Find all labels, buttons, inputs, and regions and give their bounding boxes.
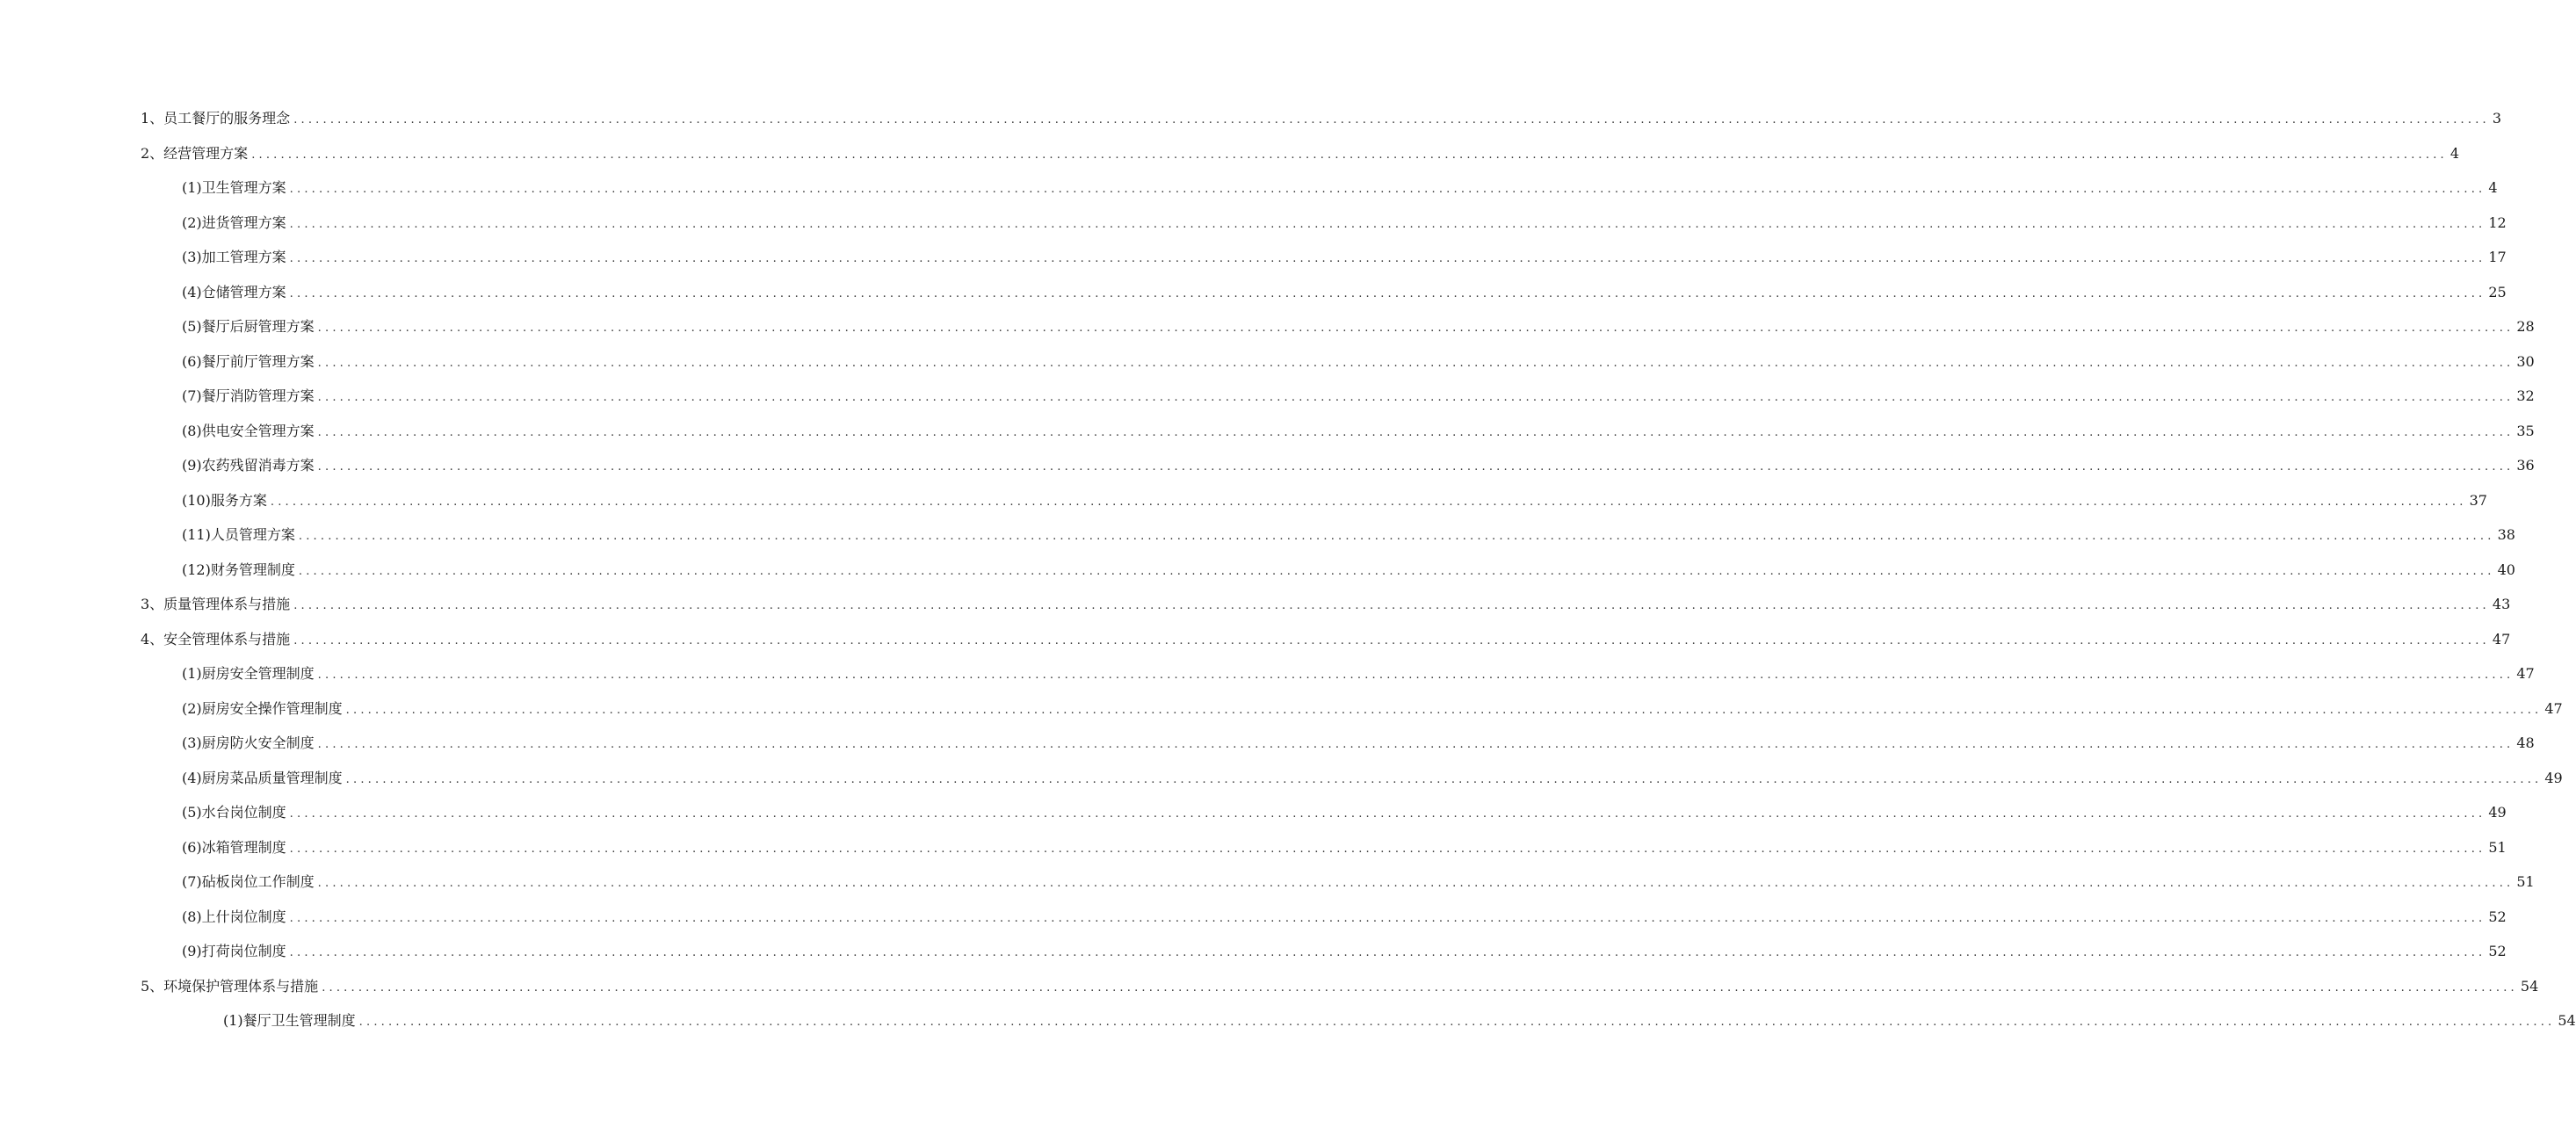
toc-dot-leader: ............................................................................................................................................................................................................................................................................................................ bbox=[289, 911, 2486, 925]
toc-entry-page-number: 3 bbox=[2492, 110, 2502, 127]
toc-entry[interactable] bbox=[182, 800, 2507, 825]
toc-entry[interactable] bbox=[182, 731, 2535, 756]
toc-entry[interactable] bbox=[182, 315, 2535, 339]
toc-dot-leader: ............................................................................................................................................................................................................................................................................................................ bbox=[317, 460, 2514, 474]
toc-dot-leader: ............................................................................................................................................................................................................................................................................................................ bbox=[345, 703, 2543, 717]
toc-dot-leader: ............................................................................................................................................................................................................................................................................................................ bbox=[289, 946, 2486, 959]
toc-entry-title: (3)厨房防火安全制度 bbox=[182, 734, 315, 751]
toc-dot-leader: ............................................................................................................................................................................................................................................................................................................ bbox=[289, 286, 2486, 300]
toc-dot-leader: ............................................................................................................................................................................................................................................................................................................ bbox=[317, 425, 2514, 439]
toc-entry-title: (5)餐厅后厨管理方案 bbox=[182, 318, 315, 335]
toc-entry[interactable] bbox=[182, 245, 2507, 270]
toc-entry-title: 2、经营管理方案 bbox=[141, 144, 249, 162]
toc-entry-title: (9)农药残留消毒方案 bbox=[182, 457, 315, 474]
toc-entry-page-number: 54 bbox=[2558, 1012, 2576, 1029]
toc-entry[interactable] bbox=[182, 939, 2507, 964]
toc-entry[interactable] bbox=[182, 280, 2507, 305]
toc-entry[interactable] bbox=[182, 523, 2515, 547]
toc-entry-title: 3、质量管理体系与措施 bbox=[141, 596, 291, 612]
toc-entry[interactable] bbox=[141, 627, 2511, 652]
toc-entry-title: (1)餐厅卫生管理制度 bbox=[223, 1012, 356, 1029]
toc-dot-leader: ............................................................................................................................................................................................................................................................................................................ bbox=[317, 669, 2514, 682]
toc-entry-page-number: 49 bbox=[2544, 769, 2563, 786]
toc-entry-page-number: 48 bbox=[2516, 734, 2535, 751]
toc-dot-leader: ............................................................................................................................................................................................................................................................................................................ bbox=[298, 530, 2495, 543]
toc-dot-leader: ............................................................................................................................................................................................................................................................................................................ bbox=[251, 148, 2448, 162]
toc-entry-page-number: 35 bbox=[2516, 422, 2535, 439]
toc-dot-leader: ............................................................................................................................................................................................................................................................................................................ bbox=[298, 564, 2495, 578]
toc-entry-title: (5)水台岗位制度 bbox=[182, 804, 286, 821]
toc-entry[interactable] bbox=[223, 1009, 2576, 1033]
toc-entry-title: (9)打荷岗位制度 bbox=[182, 943, 286, 959]
toc-entry-page-number: 32 bbox=[2516, 387, 2535, 404]
toc-entry[interactable] bbox=[182, 870, 2535, 894]
toc-entry[interactable] bbox=[182, 211, 2507, 235]
toc-entry[interactable] bbox=[182, 697, 2563, 721]
toc-entry-title: (8)供电安全管理方案 bbox=[182, 422, 315, 439]
toc-dot-leader: ............................................................................................................................................................................................................................................................................................................ bbox=[293, 113, 2490, 127]
toc-entry-title: (11)人员管理方案 bbox=[182, 526, 295, 543]
toc-entry-page-number: 25 bbox=[2488, 283, 2507, 300]
toc-entry[interactable] bbox=[182, 836, 2507, 860]
toc-dot-leader: ............................................................................................................................................................................................................................................................................................................ bbox=[317, 738, 2514, 751]
toc-entry-page-number: 52 bbox=[2488, 908, 2507, 925]
toc-entry[interactable] bbox=[141, 106, 2502, 131]
toc-dot-leader: ............................................................................................................................................................................................................................................................................................................ bbox=[270, 495, 2467, 509]
toc-entry-page-number: 40 bbox=[2497, 561, 2515, 578]
toc-dot-leader: ............................................................................................................................................................................................................................................................................................................ bbox=[293, 633, 2490, 647]
toc-entry-page-number: 54 bbox=[2520, 977, 2539, 995]
toc-entry-page-number: 12 bbox=[2488, 213, 2507, 231]
toc-entry-title: 1、员工餐厅的服务理念 bbox=[141, 110, 291, 127]
toc-dot-leader: ............................................................................................................................................................................................................................................................................................................ bbox=[317, 391, 2514, 404]
toc-dot-leader: ............................................................................................................................................................................................................................................................................................................ bbox=[358, 1016, 2556, 1029]
toc-entry-title: (7)餐厅消防管理方案 bbox=[182, 387, 315, 404]
toc-entry[interactable] bbox=[141, 974, 2539, 999]
toc-entry[interactable] bbox=[182, 384, 2535, 409]
toc-entry[interactable] bbox=[182, 488, 2487, 513]
toc-entry-title: (12)财务管理制度 bbox=[182, 561, 295, 578]
toc-entry-title: 4、安全管理体系与措施 bbox=[141, 630, 291, 647]
toc-entry-page-number: 17 bbox=[2488, 249, 2507, 265]
toc-dot-leader: ............................................................................................................................................................................................................................................................................................................ bbox=[345, 772, 2543, 786]
toc-dot-leader: ............................................................................................................................................................................................................................................................................................................ bbox=[317, 356, 2514, 370]
toc-entry-page-number: 47 bbox=[2492, 630, 2511, 647]
toc-entry-page-number: 30 bbox=[2516, 352, 2535, 370]
toc-entry-page-number: 4 bbox=[2449, 144, 2460, 162]
toc-entry-title: (4)仓储管理方案 bbox=[182, 283, 286, 300]
toc-entry-title: (10)服务方案 bbox=[182, 491, 267, 509]
toc-entry-title: (2)厨房安全操作管理制度 bbox=[182, 699, 343, 717]
toc-entry-title: (6)餐厅前厅管理方案 bbox=[182, 352, 315, 370]
toc-entry[interactable] bbox=[182, 662, 2535, 686]
toc-entry-page-number: 52 bbox=[2488, 943, 2507, 959]
toc-entry-title: (6)冰箱管理制度 bbox=[182, 838, 286, 856]
toc-entry-title: (2)进货管理方案 bbox=[182, 213, 286, 231]
toc-entry[interactable] bbox=[182, 766, 2563, 791]
toc-entry[interactable] bbox=[182, 905, 2507, 930]
toc-entry-page-number: 38 bbox=[2497, 526, 2515, 543]
toc-entry[interactable] bbox=[141, 592, 2511, 617]
toc-entry-page-number: 37 bbox=[2469, 491, 2487, 509]
toc-entry[interactable] bbox=[182, 558, 2515, 582]
toc-entry-page-number: 43 bbox=[2492, 596, 2511, 612]
toc-entry-title: (8)上什岗位制度 bbox=[182, 908, 286, 925]
toc-dot-leader: ............................................................................................................................................................................................................................................................................................................ bbox=[289, 842, 2486, 856]
toc-entry-page-number: 36 bbox=[2516, 457, 2535, 474]
toc-dot-leader: ............................................................................................................................................................................................................................................................................................................ bbox=[317, 877, 2514, 890]
toc-entry[interactable] bbox=[182, 453, 2535, 478]
toc-dot-leader: ............................................................................................................................................................................................................................................................................................................ bbox=[289, 807, 2486, 821]
toc-entry[interactable] bbox=[182, 350, 2535, 374]
toc-dot-leader: ............................................................................................................................................................................................................................................................................................................ bbox=[317, 322, 2514, 335]
toc-entry-page-number: 49 bbox=[2488, 804, 2507, 821]
toc-entry-title: (7)砧板岗位工作制度 bbox=[182, 873, 315, 890]
toc-entry-page-number: 47 bbox=[2516, 665, 2535, 682]
toc-entry-title: (4)厨房菜品质量管理制度 bbox=[182, 769, 343, 786]
toc-entry[interactable] bbox=[182, 176, 2498, 200]
toc-entry-page-number: 51 bbox=[2488, 838, 2507, 856]
toc-entry-title: 5、环境保护管理体系与措施 bbox=[141, 977, 319, 995]
toc-dot-leader: ............................................................................................................................................................................................................................................................................................................ bbox=[322, 980, 2518, 995]
toc-entry-page-number: 51 bbox=[2516, 873, 2535, 890]
toc-entry-title: (1)厨房安全管理制度 bbox=[182, 665, 315, 682]
toc-entry[interactable] bbox=[182, 419, 2535, 444]
toc-dot-leader: ............................................................................................................................................................................................................................................................................................................ bbox=[293, 599, 2490, 612]
toc-entry-title: (3)加工管理方案 bbox=[182, 249, 286, 265]
toc-entry-page-number: 28 bbox=[2516, 318, 2535, 335]
toc-dot-leader: ............................................................................................................................................................................................................................................................................................................ bbox=[289, 217, 2486, 231]
toc-entry-title: (1)卫生管理方案 bbox=[182, 179, 286, 196]
toc-entry[interactable] bbox=[141, 141, 2460, 166]
toc-entry-page-number: 47 bbox=[2544, 699, 2563, 717]
toc-dot-leader: ............................................................................................................................................................................................................................................................................................................ bbox=[289, 252, 2486, 265]
toc-dot-leader: ............................................................................................................................................................................................................................................................................................................ bbox=[289, 183, 2486, 196]
toc-entry-page-number: 4 bbox=[2488, 179, 2498, 196]
